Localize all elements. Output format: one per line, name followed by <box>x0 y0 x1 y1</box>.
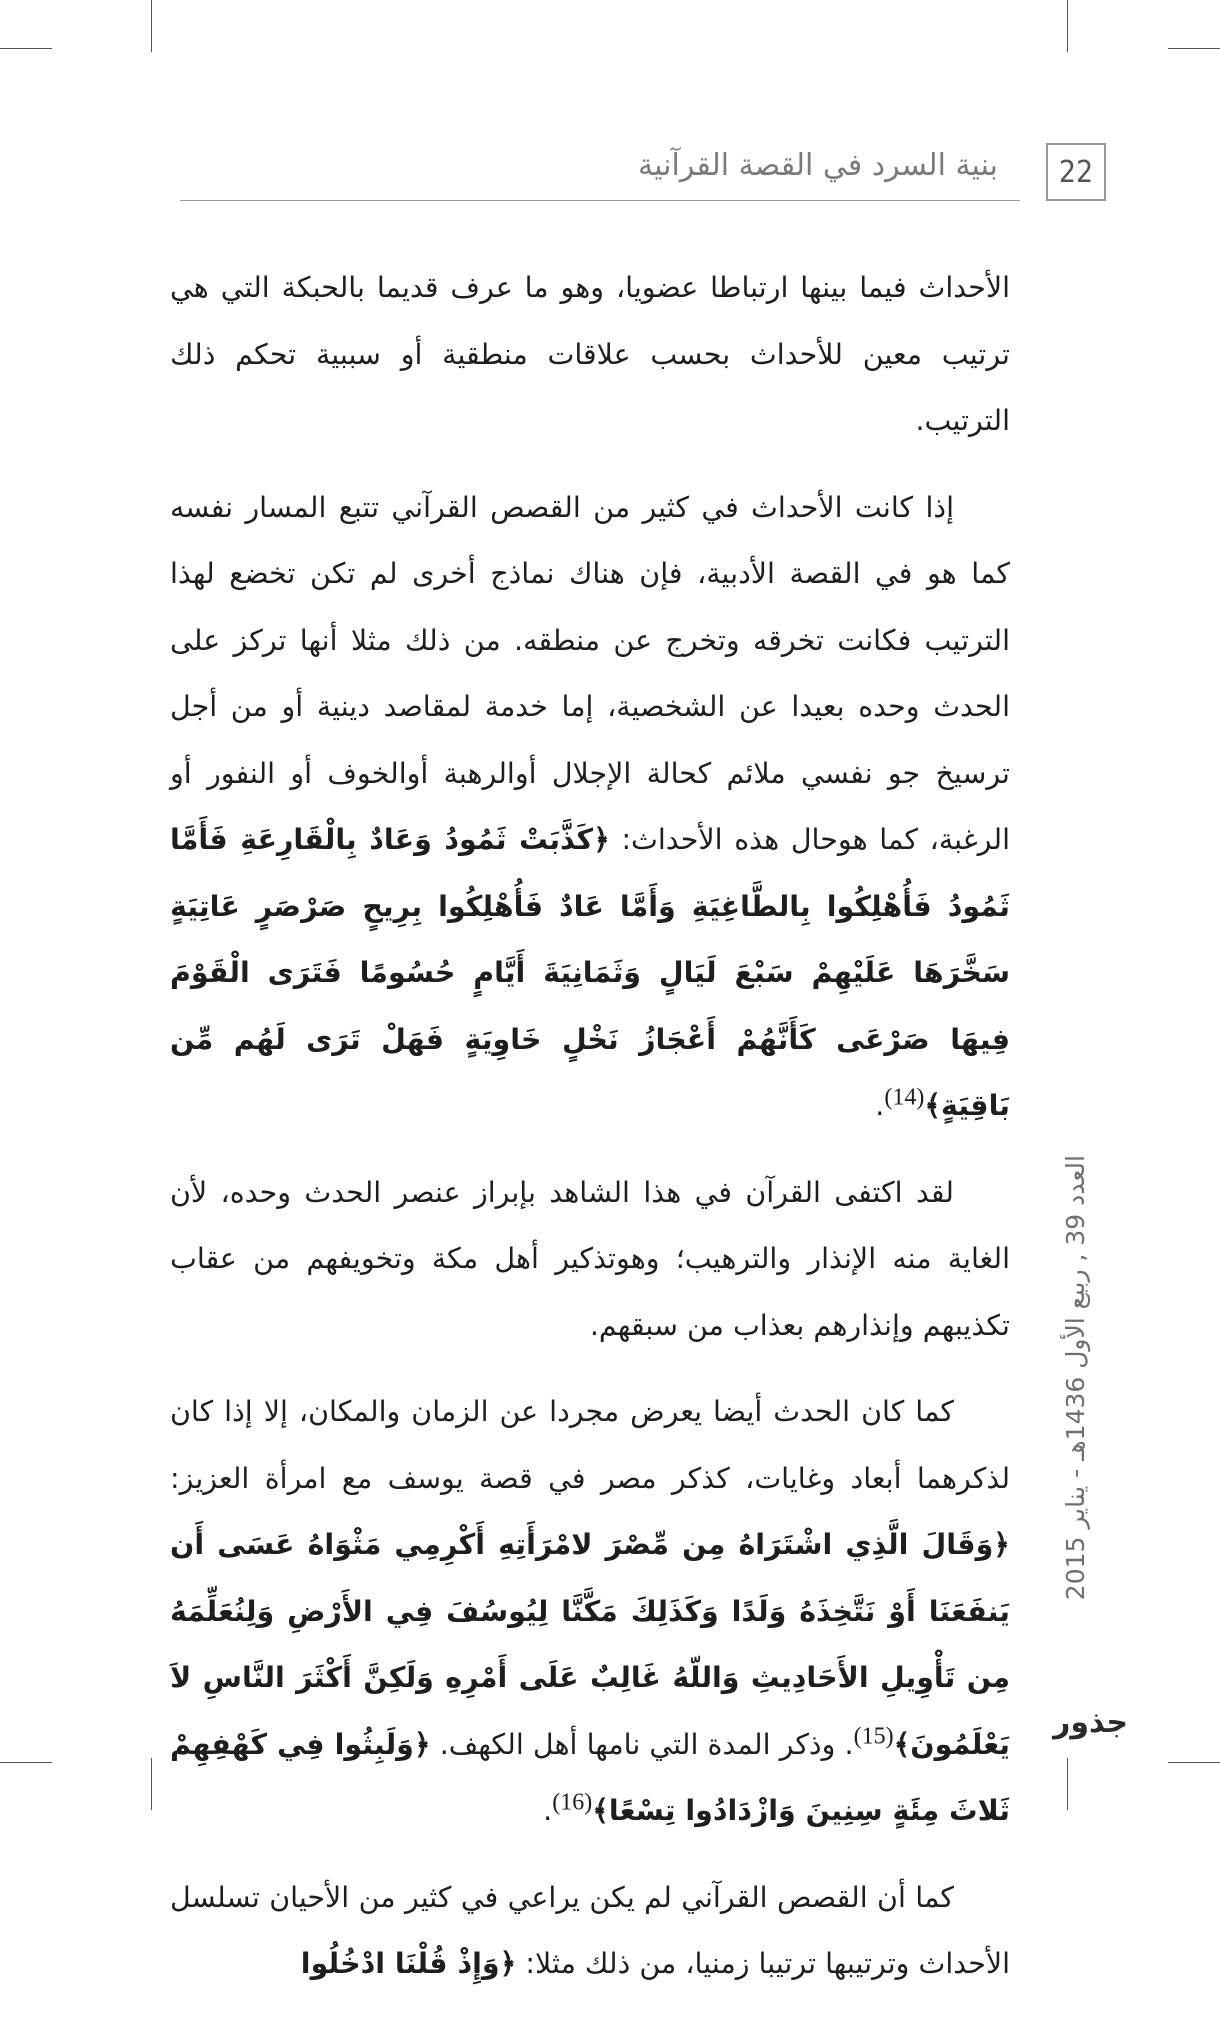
paragraph-text: . وذكر المدة التي نامها أهل الكهف. <box>430 1727 854 1761</box>
footnote-ref[interactable]: (16) <box>552 1789 593 1816</box>
crop-mark <box>1067 0 1068 52</box>
article-body <box>170 255 1010 2018</box>
paragraph-text: الأحداث فيما بينها ارتباطا عضويا، وهو ما عرف قديما بالحبكة التي هي ترتيب معين للأحداث بحسب علاقات منطقية أو سببية تحكم ذلك الترتيب. <box>170 271 1010 437</box>
running-title: بنية السرد في القصة القرآنية <box>638 148 998 183</box>
paragraph <box>170 1379 1010 1845</box>
journal-logo: جذور <box>1053 1705 1128 1740</box>
paragraph-text: كما أن القصص القرآني لم يكن يراعي في كثير من الأحيان تسلسل الأحداث وترتيبها ترتيبا زمنيا، من ذلك مثلا: <box>170 1880 1010 1980</box>
paragraph-text: لقد اكتفى القرآن في هذا الشاهد بإبراز عنصر الحدث وحده، لأن الغاية منه الإنذار والترهيب؛ وهوتذكير أهل مكة وتخويفهم من عقاب تكذيبهم وإنذارهم بعذاب من سبقهم. <box>170 1175 1010 1342</box>
paragraph-text: كما كان الحدث أيضا يعرض مجردا عن الزمان والمكان، إلا إذا كان لذكرهما أبعاد وغايات، كذكر مصر في قصة يوسف مع امرأة العزيز: <box>170 1395 1010 1495</box>
footnote-ref[interactable]: (14) <box>884 1084 925 1111</box>
header-rule <box>180 200 1020 201</box>
paragraph-text: . <box>875 1089 885 1122</box>
paragraph <box>170 475 1010 1140</box>
crop-mark <box>1168 48 1220 49</box>
page-number <box>1046 143 1106 201</box>
page-number-text: 22 <box>1058 154 1094 190</box>
crop-mark <box>151 0 152 52</box>
quran-quote: ﴿وَلَبِثُوا فِي كَهْفِهِمْ ثَلاثَ مِئَةٍ سِنِينَ وَازْدَادُوا تِسْعًا﴾ <box>170 1727 1010 1827</box>
issue-info: العدد 39 , ربيع الأول 1436هـ - يناير 2015 <box>1060 1155 1090 1601</box>
quran-quote: ﴿كَذَّبَتْ ثَمُودُ وَعَادٌ بِالْقَارِعَةِ فَأَمَّا ثَمُودُ فَأُهْلِكُوا بِالطَّاغِيَةِ وَأَمَّا عَادٌ فَأُهْلِكُوا بِرِيحٍ صَرْصَرٍ عَاتِيَةٍ سَخَّرَهَا عَلَيْهِمْ سَبْعَ لَيَالٍ وَثَمَانِيَةَ أَيَّامٍ حُسُومًا فَتَرَى الْقَوْمَ فِيهَا صَرْعَى كَأَنَّهُمْ أَعْجَازُ نَخْلٍ خَاوِيَةٍ فَهَلْ تَرَى لَهُم مِّن بَاقِيَةٍ﴾ <box>170 823 1010 1122</box>
crop-mark <box>151 1758 152 1810</box>
paragraph <box>170 1865 1010 1998</box>
quran-quote: ﴿وَقَالَ الَّذِي اشْتَرَاهُ مِن مِّصْرَ لامْرَأَتِهِ أَكْرِمِي مَثْوَاهُ عَسَى أَن يَنفَعَنَا أَوْ نَتَّخِذَهُ وَلَدًا وَكَذَلِكَ مَكَّنَّا لِيُوسُفَ فِي الأَرْضِ وَلِنُعَلِّمَهُ مِن تَأْوِيلِ الأَحَادِيثِ وَاللّهُ غَالِبٌ عَلَى أَمْرِهِ وَلَكِنَّ أَكْثَرَ النَّاسِ لاَ يَعْلَمُونَ﴾ <box>170 1528 1010 1761</box>
quran-quote: ﴿وَإِذْ قُلْنَا ادْخُلُوا <box>300 1947 517 1980</box>
footnote-ref[interactable]: (15) <box>853 1723 894 1749</box>
paragraph <box>170 255 1010 455</box>
paragraph <box>170 1160 1010 1360</box>
paragraph-text: . <box>543 1794 553 1827</box>
paragraph-text: إذا كانت الأحداث في كثير من القصص القرآني تتبع المسار نفسه كما هو في القصة الأدبية، فإن هناك نماذج أخرى لم تكن تخضع لهذا الترتيب فكانت تخرقه وتخرج عن منطقه. من ذلك مثلا أنها تركز على الحدث وحده بعيدا عن الشخصية، إما خدمة لمقاصد دينية أو من أجل ترسيخ جو نفسي ملائم كحالة الإجلال أوالرهبة أوالخوف أو النفور أو الرغبة، كما هوحال هذه الأحداث: <box>170 490 1010 856</box>
crop-mark <box>0 1762 52 1763</box>
crop-mark <box>1168 1762 1220 1763</box>
crop-mark <box>0 48 52 49</box>
